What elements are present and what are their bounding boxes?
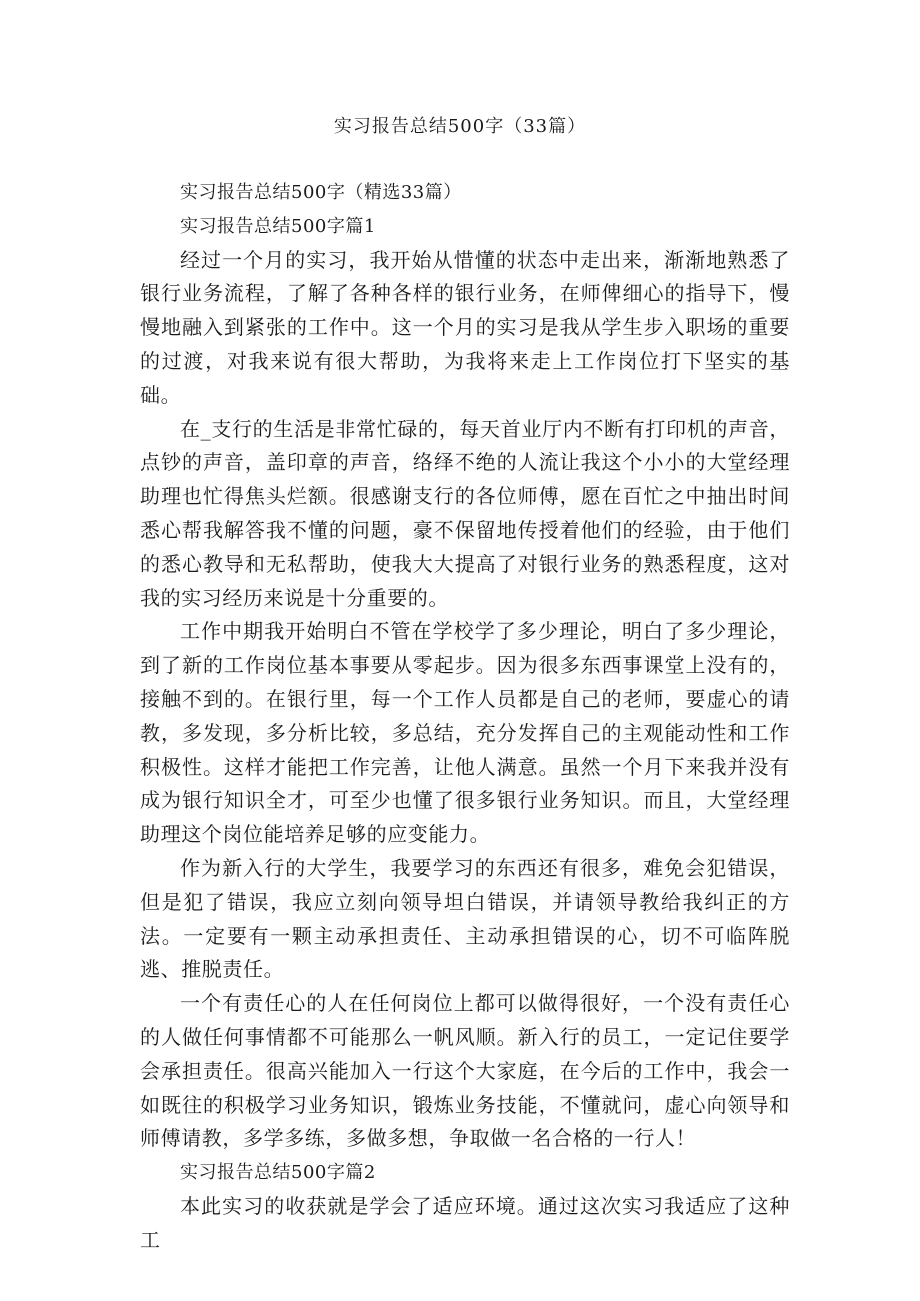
section-heading-2: 实习报告总结500字篇2 [180, 1162, 376, 1184]
paragraph: 经过一个月的实习，我开始从惜懂的状态中走出来，渐渐地熟悉了银行业务流程，了解了各种各样的银行业务，在师俾细心的指导下，慢慢地融入到紧张的工作中。这一个月的实习是我从学生步入职场的重要的过渡，对我来说有很大帮助，为我将来走上工作岗位打下坚实的基础。 [140, 247, 790, 407]
paragraph: 作为新入行的大学生，我要学习的东西还有很多，难免会犯错误，但是犯了错误，我应立刻向领导坦白错误，并请领导教给我纠正的方法。一定要有一颗主动承担责任、主动承担错误的心，切不可临阵脱逃、推脱责任。 [140, 855, 790, 982]
paragraph: 本此实习的收获就是学会了适应环境。通过这次实习我适应了这种工 [140, 1193, 790, 1252]
paragraph: 在_支行的生活是非常忙碌的，每天首业厅内不断有打印机的声音，点钞的声音，盖印章的声音，络绎不绝的人流让我这个小小的大堂经理助理也忙得焦头烂额。很感谢支行的各位师傅，愿在百忙之中抽出时间悉心帮我解答我不懂的问题，豪不保留地传授着他们的经验，由于他们的悉心教导和无私帮助，使我大大提高了对银行业务的熟悉程度，这对我的实习经历来说是十分重要的。 [140, 416, 790, 610]
document-body [140, 176, 790, 1258]
paragraph: 一个有责任心的人在任何岗位上都可以做得很好，一个没有责任心的人做任何事情都不可能那么一帆风顺。新入行的员工，一定记住要学会承担责任。很高兴能加入一行这个大家庭，在今后的工作中，我会一如既往的积极学习业务知识，锻炼业务技能，不懂就问，虚心向领导和师傅请教，多学多练，多做多想，争取做一名合格的一行人！ [140, 991, 790, 1151]
paragraph: 工作中期我开始明白不管在学校学了多少理论，明白了多少理论，到了新的工作岗位基本事要从零起步。因为很多东西事课堂上没有的，接触不到的。在银行里，每一个工作人员都是自己的老师，要虚心的请教，多发现，多分析比较，多总结，充分发挥自己的主观能动性和工作积极性。这样才能把工作完善，让他人满意。虽然一个月下来我并没有成为银行知识全才，可至少也懂了很多银行业务知识。而且，大堂经理助理这个岗位能培养足够的应变能力。 [140, 619, 790, 847]
document-title: 实习报告总结500字（33篇） [333, 116, 587, 137]
document-subtitle: 实习报告总结500字（精选33篇） [180, 182, 462, 203]
section-heading-1: 实习报告总结500字篇1 [180, 215, 376, 237]
